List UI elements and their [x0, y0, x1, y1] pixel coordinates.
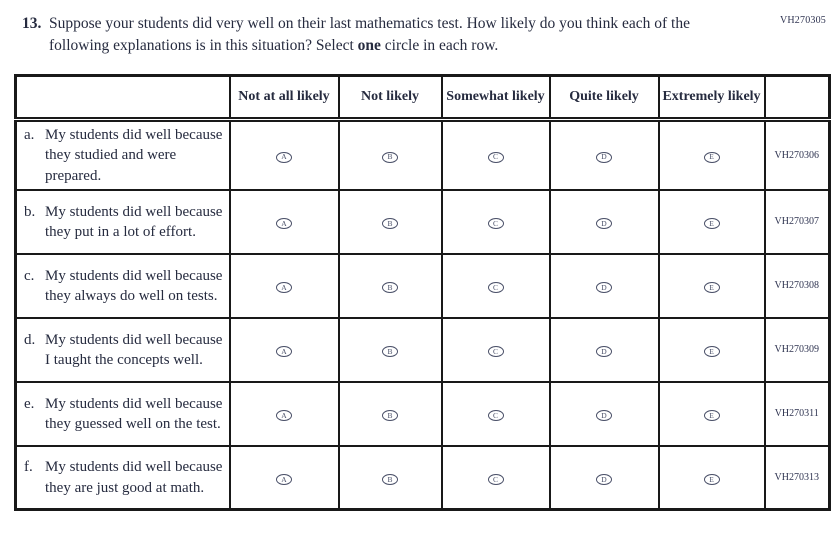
- option-cell: [230, 190, 339, 254]
- option-bubble-e[interactable]: E: [704, 346, 720, 357]
- option-cell: [230, 446, 339, 510]
- table-row: [16, 382, 830, 446]
- row-statement: My students did well because they always do well on tests.: [45, 267, 223, 304]
- row-accession-code: VH270311: [765, 382, 830, 446]
- option-bubble-a[interactable]: A: [276, 474, 292, 485]
- likelihood-rating-table: [14, 74, 831, 511]
- option-bubble-c[interactable]: C: [488, 346, 504, 357]
- option-cell: [230, 382, 339, 446]
- option-bubble-c[interactable]: C: [488, 474, 504, 485]
- page-accession-code: VH270305: [779, 15, 826, 26]
- statement-cell: [16, 120, 230, 190]
- option-cell: [442, 318, 550, 382]
- option-cell: [339, 254, 442, 318]
- option-cell: [339, 382, 442, 446]
- option-bubble-d[interactable]: D: [596, 410, 612, 421]
- option-cell: [230, 318, 339, 382]
- row-label: b.: [24, 203, 36, 220]
- option-cell: [442, 446, 550, 510]
- table-header-row: [16, 76, 830, 120]
- option-bubble-c[interactable]: C: [488, 282, 504, 293]
- option-cell: [230, 254, 339, 318]
- option-bubble-e[interactable]: E: [704, 410, 720, 421]
- option-cell: [230, 120, 339, 190]
- option-bubble-a[interactable]: A: [276, 346, 292, 357]
- header-somewhat-likely: Somewhat likely: [442, 76, 550, 120]
- option-bubble-d[interactable]: D: [596, 474, 612, 485]
- option-bubble-a[interactable]: A: [276, 410, 292, 421]
- option-cell: [550, 190, 659, 254]
- option-bubble-b[interactable]: B: [382, 346, 398, 357]
- option-bubble-b[interactable]: B: [382, 152, 398, 163]
- row-label: c.: [24, 267, 35, 284]
- row-accession-code: VH270306: [765, 120, 830, 190]
- option-bubble-d[interactable]: D: [596, 152, 612, 163]
- option-cell: [659, 382, 765, 446]
- option-bubble-a[interactable]: A: [276, 218, 292, 229]
- header-statement-blank: [16, 76, 230, 120]
- header-quite-likely: Quite likely: [550, 76, 659, 120]
- row-accession-code: VH270308: [765, 254, 830, 318]
- row-statement: My students did well because they guessed well on the test.: [45, 395, 223, 432]
- option-cell: [659, 318, 765, 382]
- question-text: [49, 13, 697, 57]
- row-accession-code: VH270309: [765, 318, 830, 382]
- row-accession-code: VH270307: [765, 190, 830, 254]
- header-not-at-all-likely: Not at all likely: [230, 76, 339, 120]
- option-cell: [659, 446, 765, 510]
- option-cell: [339, 318, 442, 382]
- row-statement: My students did well because I taught the concepts well.: [45, 331, 223, 368]
- table-row: [16, 190, 830, 254]
- option-cell: [550, 318, 659, 382]
- option-cell: [659, 254, 765, 318]
- option-bubble-b[interactable]: B: [382, 410, 398, 421]
- question-block: [22, 13, 712, 57]
- option-cell: [659, 190, 765, 254]
- statement-cell: [16, 254, 230, 318]
- option-bubble-b[interactable]: B: [382, 282, 398, 293]
- option-bubble-d[interactable]: D: [596, 218, 612, 229]
- row-label: e.: [24, 395, 35, 412]
- option-cell: [339, 120, 442, 190]
- question-emphasis-word: one: [357, 37, 381, 54]
- statement-cell: [16, 190, 230, 254]
- option-cell: [550, 446, 659, 510]
- question-text-after: circle in each row.: [380, 37, 499, 54]
- option-cell: [442, 382, 550, 446]
- table-row: [16, 446, 830, 510]
- option-cell: [550, 120, 659, 190]
- option-bubble-c[interactable]: C: [488, 410, 504, 421]
- option-bubble-d[interactable]: D: [596, 282, 612, 293]
- row-accession-code: VH270313: [765, 446, 830, 510]
- option-bubble-c[interactable]: C: [488, 152, 504, 163]
- option-cell: [339, 190, 442, 254]
- row-statement: My students did well because they are just good at math.: [45, 459, 223, 496]
- table-row: [16, 254, 830, 318]
- option-bubble-e[interactable]: E: [704, 152, 720, 163]
- row-statement: My students did well because they studied and were prepared.: [45, 127, 223, 184]
- row-label: a.: [24, 127, 35, 143]
- option-cell: [550, 254, 659, 318]
- row-statement: My students did well because they put in a lot of effort.: [45, 203, 223, 240]
- statement-cell: [16, 318, 230, 382]
- header-code-blank: [765, 76, 830, 120]
- header-not-likely: Not likely: [339, 76, 442, 120]
- option-cell: [442, 120, 550, 190]
- option-bubble-e[interactable]: E: [704, 218, 720, 229]
- option-bubble-b[interactable]: B: [382, 218, 398, 229]
- header-extremely-likely: Extremely likely: [659, 76, 765, 120]
- option-bubble-e[interactable]: E: [704, 282, 720, 293]
- row-label: f.: [24, 459, 33, 476]
- option-cell: [659, 120, 765, 190]
- option-bubble-e[interactable]: E: [704, 474, 720, 485]
- option-cell: [442, 190, 550, 254]
- option-bubble-d[interactable]: D: [596, 346, 612, 357]
- table-row: [16, 318, 830, 382]
- option-bubble-c[interactable]: C: [488, 218, 504, 229]
- table-row: [16, 120, 830, 190]
- row-label: d.: [24, 331, 36, 348]
- option-bubble-a[interactable]: A: [276, 152, 292, 163]
- option-cell: [550, 382, 659, 446]
- question-text-before: Suppose your students did very well on their last mathematics test. How likely do you think each of the following explanations is in this situation? Select: [49, 15, 690, 54]
- question-number: 13.: [22, 15, 42, 32]
- option-bubble-a[interactable]: A: [276, 282, 292, 293]
- option-bubble-b[interactable]: B: [382, 474, 398, 485]
- option-cell: [339, 446, 442, 510]
- table-body: [16, 120, 830, 510]
- option-cell: [442, 254, 550, 318]
- statement-cell: [16, 382, 230, 446]
- statement-cell: [16, 446, 230, 510]
